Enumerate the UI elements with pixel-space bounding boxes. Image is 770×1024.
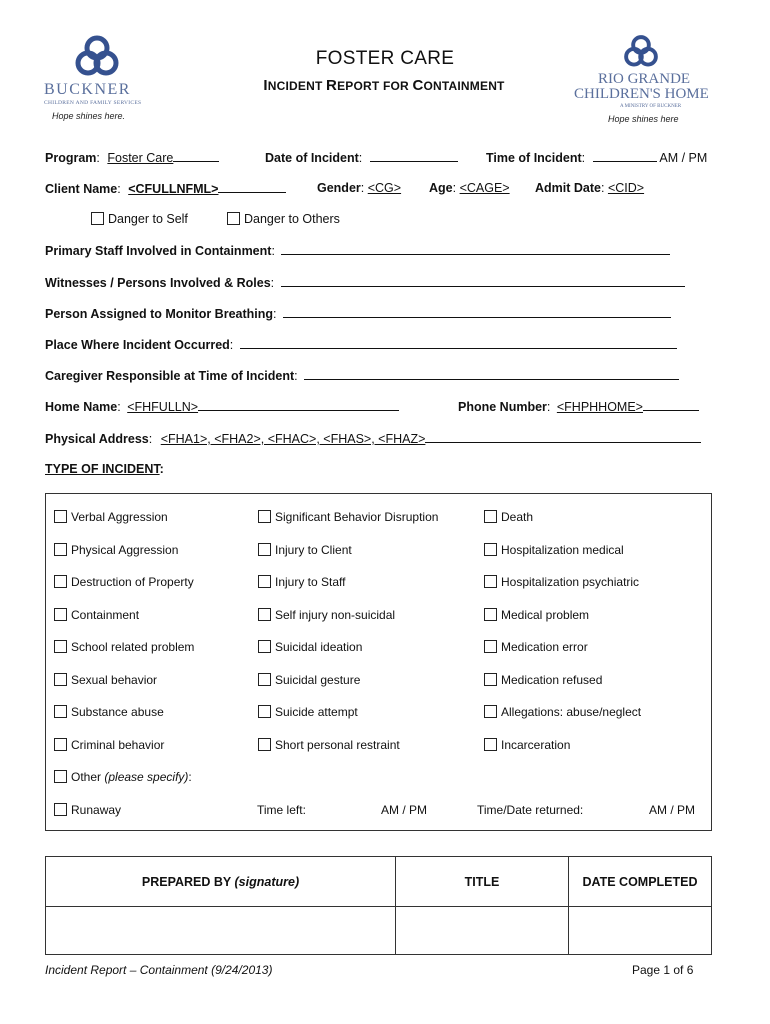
incident-type-checkbox[interactable] <box>484 705 641 719</box>
other-checkbox[interactable]: Other (please specify): <box>54 770 192 784</box>
primary-staff-field: Primary Staff Involved in Containment: <box>45 243 670 258</box>
incident-type-label: Criminal behavior <box>71 738 165 752</box>
type-heading: TYPE OF INCIDENT: <box>45 462 164 476</box>
incident-type-checkbox[interactable] <box>54 673 157 687</box>
monitor-label: Person Assigned to Monitor Breathing <box>45 307 274 321</box>
program-field: Program: Foster Care <box>45 150 219 165</box>
admit-field: Admit Date: <CID> <box>535 181 645 195</box>
danger-self-checkbox[interactable] <box>91 212 188 226</box>
incident-type-checkbox[interactable] <box>258 705 358 719</box>
incident-type-checkbox[interactable] <box>258 575 345 589</box>
checkbox-icon[interactable] <box>258 543 271 556</box>
runaway-checkbox[interactable] <box>54 803 121 817</box>
incident-type-label: Injury to Staff <box>275 575 346 589</box>
buckner-sub: CHILDREN AND FAMILY SERVICES <box>44 100 142 106</box>
program-label: Program <box>45 151 97 165</box>
age-value[interactable]: <CAGE> <box>459 181 510 195</box>
checkbox-icon[interactable] <box>54 575 67 588</box>
page-subtitle <box>204 77 564 94</box>
time-field: Time of Incident: AM / PM <box>486 151 708 165</box>
subtitle-part: ONTAINMENT <box>423 79 505 93</box>
home-line[interactable] <box>198 399 399 411</box>
rio-grande-line2: CHILDREN'S HOME <box>574 86 709 102</box>
incident-type-label: Significant Behavior Disruption <box>275 510 439 524</box>
incident-type-checkbox[interactable] <box>258 640 362 654</box>
rio-grande-sub: A MINISTRY OF BUCKNER <box>620 104 682 109</box>
signature-cell[interactable] <box>46 907 396 955</box>
monitor-input[interactable] <box>283 306 671 318</box>
rio-grande-tagline: Hope shines here <box>608 114 679 124</box>
client-line[interactable] <box>218 181 286 193</box>
rio-grande-logo <box>574 34 724 129</box>
incident-type-checkbox[interactable] <box>484 673 602 687</box>
incident-type-checkbox[interactable] <box>484 608 589 622</box>
incident-type-checkbox[interactable] <box>484 575 639 589</box>
incident-type-label: Injury to Client <box>275 543 352 557</box>
footer-page-number: Page 1 of 6 <box>632 963 694 977</box>
checkbox-icon[interactable] <box>258 575 271 588</box>
trefoil-logo-icon <box>74 34 120 80</box>
type-heading-text: TYPE OF INCIDENT <box>45 462 160 476</box>
incident-type-label: Self injury non-suicidal <box>275 608 396 622</box>
incident-type-checkbox[interactable] <box>484 640 588 654</box>
checkbox-icon[interactable] <box>484 705 497 718</box>
danger-others-checkbox[interactable] <box>227 212 340 226</box>
incident-type-label: Medication refused <box>501 673 603 687</box>
prepared-by-text: PREPARED BY <box>141 874 235 889</box>
checkbox-icon[interactable] <box>484 608 497 621</box>
incident-type-checkbox[interactable] <box>258 510 438 524</box>
checkbox-icon[interactable] <box>258 673 271 686</box>
incident-type-checkbox[interactable] <box>54 543 178 557</box>
checkbox-icon[interactable] <box>54 673 67 686</box>
incident-type-label: Medical problem <box>501 608 590 622</box>
incident-type-checkbox[interactable] <box>258 608 395 622</box>
checkbox-icon[interactable] <box>484 575 497 588</box>
incident-type-label: Verbal Aggression <box>71 510 168 524</box>
date-completed-cell[interactable] <box>569 907 712 955</box>
witnesses-input[interactable] <box>281 275 685 287</box>
checkbox-icon[interactable] <box>484 673 497 686</box>
subtitle-part: NCIDENT <box>267 79 327 93</box>
checkbox-icon[interactable] <box>484 510 497 523</box>
incident-type-label: Destruction of Property <box>71 575 194 589</box>
checkbox-icon[interactable] <box>258 608 271 621</box>
subtitle-part: EPORT FOR <box>337 79 413 93</box>
time-input[interactable] <box>593 150 657 162</box>
title-cell[interactable] <box>396 907 569 955</box>
checkbox-icon[interactable] <box>227 212 240 225</box>
checkbox-icon[interactable] <box>484 543 497 556</box>
incident-type-checkbox[interactable] <box>54 738 164 752</box>
home-value[interactable]: <FHFULLN> <box>127 400 199 414</box>
subtitle-part: I <box>263 77 268 94</box>
gender-field: Gender: <CG> <box>317 181 402 195</box>
incident-type-label: Incarceration <box>501 738 571 752</box>
phone-line[interactable] <box>643 399 699 411</box>
client-label: Client Name <box>45 182 118 196</box>
phone-field: Phone Number: <FHPHHOME> <box>458 399 699 414</box>
incident-type-checkbox[interactable] <box>484 510 533 524</box>
title-header: TITLE <box>396 857 569 907</box>
primary-staff-label: Primary Staff Involved in Containment <box>45 244 272 258</box>
incident-type-label: Medication error <box>501 640 588 654</box>
home-field: Home Name: <FHFULLN> <box>45 399 399 414</box>
danger-self-label: Danger to Self <box>108 212 188 226</box>
checkbox-icon[interactable] <box>54 608 67 621</box>
buckner-tagline: Hope shines here. <box>52 111 126 121</box>
place-field: Place Where Incident Occurred: <box>45 337 677 352</box>
checkbox-icon[interactable] <box>54 510 67 523</box>
date-completed-header: DATE COMPLETED <box>569 857 712 907</box>
incident-type-label: Short personal restraint <box>275 738 400 752</box>
caregiver-input[interactable] <box>304 368 679 380</box>
incident-type-label: Substance abuse <box>71 705 164 719</box>
time-left-ampm[interactable]: AM / PM <box>381 803 428 817</box>
program-value[interactable]: Foster Care <box>107 151 174 165</box>
age-field: Age: <CAGE> <box>429 181 510 195</box>
checkbox-icon[interactable] <box>54 803 67 816</box>
checkbox-icon[interactable] <box>258 640 271 653</box>
client-value[interactable]: <CFULLNFML> <box>128 182 219 196</box>
checkbox-icon[interactable] <box>54 770 67 783</box>
checkbox-icon[interactable] <box>258 738 271 751</box>
incident-type-label: Suicide attempt <box>275 705 358 719</box>
incident-type-label: Hospitalization psychiatric <box>501 575 640 589</box>
incident-type-label: School related problem <box>71 640 195 654</box>
incident-type-checkbox[interactable] <box>54 608 139 622</box>
admit-label: Admit Date <box>535 181 601 195</box>
monitor-field: Person Assigned to Monitor Breathing: <box>45 306 671 321</box>
incident-type-checkbox[interactable] <box>258 543 352 557</box>
incident-type-checkbox[interactable] <box>258 738 400 752</box>
incident-type-checkbox[interactable] <box>258 673 360 687</box>
prepared-by-header <box>46 857 396 907</box>
checkbox-icon[interactable] <box>258 705 271 718</box>
other-label: Other <box>71 770 105 784</box>
incident-type-label: Hospitalization medical <box>501 543 624 557</box>
checkbox-icon[interactable] <box>484 738 497 751</box>
checkbox-icon[interactable] <box>54 705 67 718</box>
incident-type-label: Sexual behavior <box>71 673 158 687</box>
checkbox-icon[interactable] <box>484 640 497 653</box>
address-line[interactable] <box>425 431 701 443</box>
phone-value[interactable]: <FHPHHOME> <box>556 400 643 414</box>
witnesses-field: Witnesses / Persons Involved & Roles: <box>45 275 685 290</box>
time-ampm: AM / PM <box>659 151 708 165</box>
trefoil-logo-icon <box>623 34 659 70</box>
checkbox-icon[interactable] <box>54 738 67 751</box>
buckner-logo <box>44 34 164 129</box>
incident-type-checkbox[interactable] <box>54 510 168 524</box>
checkbox-icon[interactable] <box>54 640 67 653</box>
time-left-label: Time left: <box>257 803 306 817</box>
checkbox-icon[interactable] <box>258 510 271 523</box>
incident-type-label: Containment <box>71 608 140 622</box>
home-label: Home Name <box>45 400 118 414</box>
danger-others-label: Danger to Others <box>244 212 340 226</box>
primary-staff-input[interactable] <box>281 243 670 255</box>
date-label: Date of Incident <box>265 151 359 165</box>
incident-type-label: Death <box>501 510 534 524</box>
place-label: Place Where Incident Occurred <box>45 338 230 352</box>
date-field: Date of Incident: <box>265 150 458 165</box>
gender-label: Gender <box>317 181 361 195</box>
client-field: Client Name: <CFULLNFML> <box>45 181 286 196</box>
incident-type-checkbox[interactable] <box>54 705 164 719</box>
incident-type-label: Allegations: abuse/neglect <box>501 705 642 719</box>
incident-type-label: Suicidal gesture <box>275 673 361 687</box>
program-line[interactable] <box>173 150 219 162</box>
admit-value[interactable]: <CID> <box>607 181 645 195</box>
caregiver-label: Caregiver Responsible at Time of Incident <box>45 369 295 383</box>
place-input[interactable] <box>240 337 677 349</box>
date-input[interactable] <box>370 150 458 162</box>
address-field: Physical Address: <FHA1>, <FHA2>, <FHAC>, <FHAS>, <FHAZ> <box>45 431 701 446</box>
time-returned-ampm[interactable]: AM / PM <box>649 803 696 817</box>
time-returned-label: Time/Date returned: <box>477 803 584 817</box>
incident-type-checkbox[interactable] <box>484 543 624 557</box>
incident-type-checkbox[interactable] <box>54 575 194 589</box>
checkbox-icon[interactable] <box>91 212 104 225</box>
incident-type-label: Suicidal ideation <box>275 640 363 654</box>
witnesses-label: Witnesses / Persons Involved & Roles <box>45 276 271 290</box>
buckner-name: BUCKNER <box>44 81 131 98</box>
phone-label: Phone Number <box>458 400 547 414</box>
age-label: Age <box>429 181 453 195</box>
rio-grande-line1: RIO GRANDE <box>598 71 691 87</box>
other-hint: (please specify) <box>104 770 189 784</box>
subtitle-part: R <box>326 77 338 94</box>
checkbox-icon[interactable] <box>54 543 67 556</box>
caregiver-field: Caregiver Responsible at Time of Incident: <box>45 368 679 383</box>
incident-type-checkbox[interactable] <box>484 738 570 752</box>
gender-value[interactable]: <CG> <box>367 181 402 195</box>
address-label: Physical Address <box>45 432 149 446</box>
incident-type-label: Physical Aggression <box>71 543 179 557</box>
time-label: Time of Incident <box>486 151 582 165</box>
subtitle-part: C <box>412 77 424 94</box>
incident-type-checkbox[interactable] <box>54 640 194 654</box>
signature-table <box>45 856 712 955</box>
signature-hint: (signature) <box>234 874 300 889</box>
runaway-label: Runaway <box>71 803 122 817</box>
footer-document-id: Incident Report – Containment (9/24/2013) <box>45 963 273 977</box>
page-title: FOSTER CARE <box>315 48 455 69</box>
address-value[interactable]: <FHA1>, <FHA2>, <FHAC>, <FHAS>, <FHAZ> <box>160 432 426 446</box>
